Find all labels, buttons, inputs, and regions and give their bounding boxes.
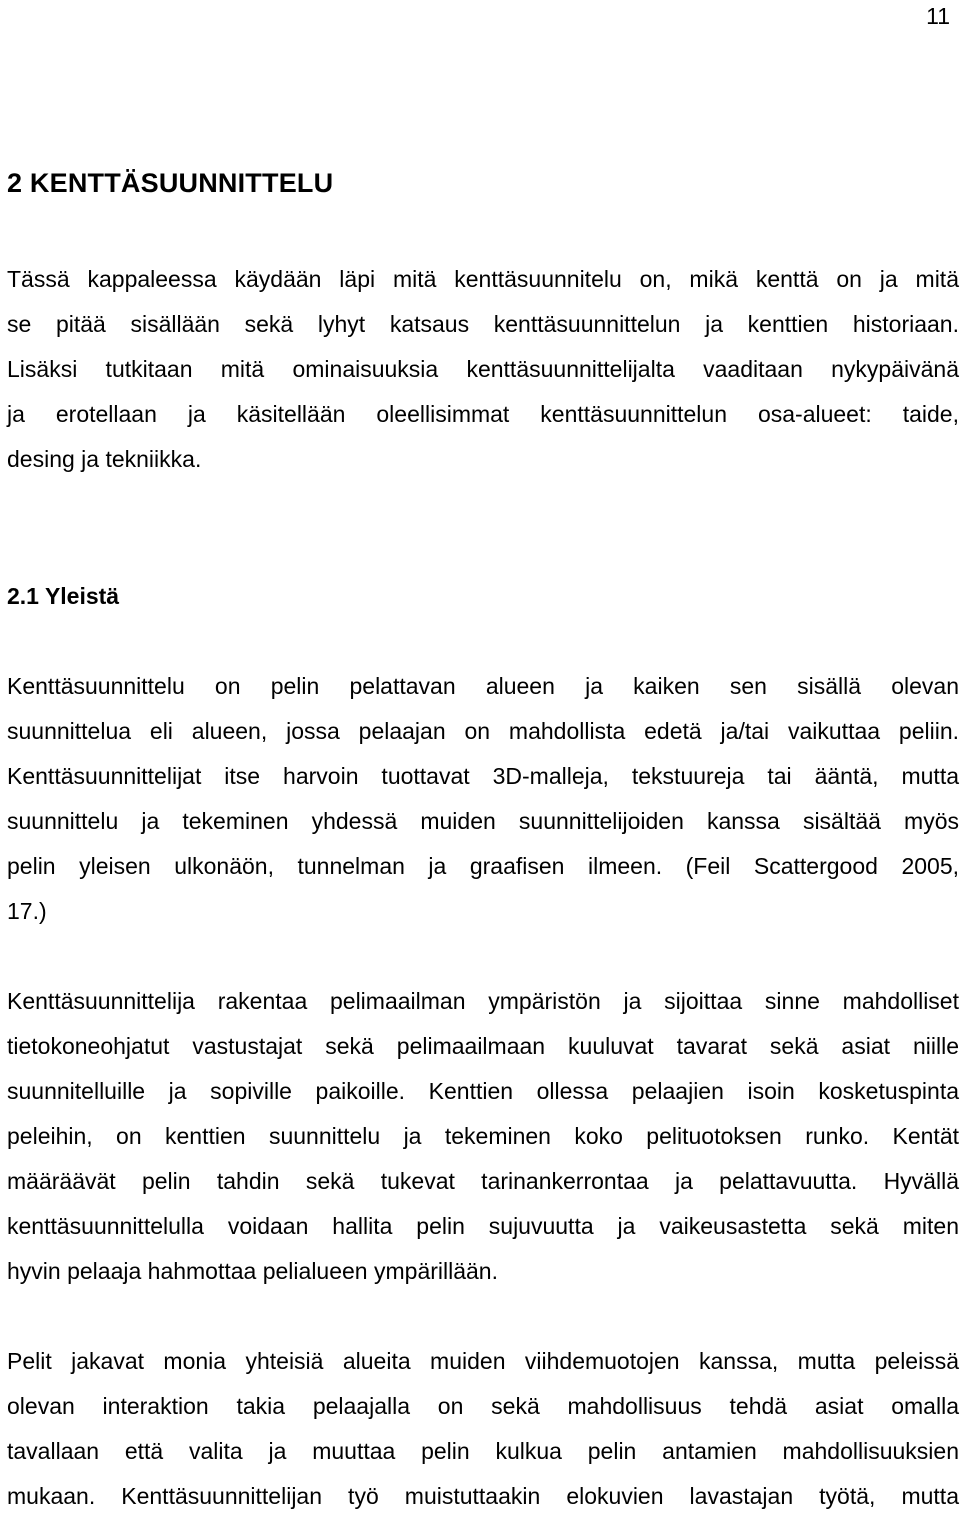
text-line: suunnittelua eli alueen, jossa pelaajan on mahdollista edetä ja/tai vaikuttaa peliin. <box>7 718 959 744</box>
text-line: pelin yleisen ulkonäön, tunnelman ja graafisen ilmeen. (Feil Scattergood 2005, <box>7 853 959 879</box>
text-line: olevan interaktion takia pelaajalla on sekä mahdollisuus tehdä asiat omalla <box>7 1393 959 1419</box>
paragraph-intro <box>7 257 959 482</box>
text-line: kenttäsuunnittelulla voidaan hallita pelin sujuvuutta ja vaikeusastetta sekä miten <box>7 1213 959 1239</box>
chapter-heading: 2 KENTTÄSUUNNITTELU <box>7 168 334 198</box>
text-line: Lisäksi tutkitaan mitä ominaisuuksia kenttäsuunnittelijalta vaaditaan nykypäivänä <box>7 356 959 382</box>
text-line: suunnittelu ja tekeminen yhdessä muiden suunnittelijoiden kanssa sisältää myös <box>7 808 959 834</box>
text-line: tavallaan että valita ja muuttaa pelin kulkua pelin antamien mahdollisuuksien <box>7 1438 959 1464</box>
text-line: tietokoneohjatut vastustajat sekä pelimaailmaan kuuluvat tavarat sekä asiat niille <box>7 1033 959 1059</box>
text-line: määräävät pelin tahdin sekä tukevat tarinankerrontaa ja pelattavuutta. Hyvällä <box>7 1168 959 1194</box>
text-line: suunnitelluille ja sopiville paikoille. Kenttien ollessa pelaajien isoin kosketuspinta <box>7 1078 959 1104</box>
section-heading: 2.1 Yleistä <box>7 583 120 609</box>
text-line: Pelit jakavat monia yhteisiä alueita muiden viihdemuotojen kanssa, mutta peleissä <box>7 1348 959 1374</box>
text-line: Kenttäsuunnittelu on pelin pelattavan alueen ja kaiken sen sisällä olevan <box>7 673 959 699</box>
text-line: se pitää sisällään sekä lyhyt katsaus kenttäsuunnittelun ja kenttien historiaan. <box>7 311 959 337</box>
text-line: hyvin pelaaja hahmottaa pelialueen ympärillään. <box>7 1258 498 1284</box>
paragraph-definition <box>7 664 959 934</box>
text-line: mukaan. Kenttäsuunnittelijan työ muistuttaakin elokuvien lavastajan työtä, mutta <box>7 1483 959 1509</box>
paragraph-role <box>7 979 959 1294</box>
text-line: Kenttäsuunnittelijat itse harvoin tuottavat 3D-malleja, tekstuureja tai ääntä, mutta <box>7 763 959 789</box>
page-number: 11 <box>926 3 950 29</box>
text-line: ja erotellaan ja käsitellään oleellisimmat kenttäsuunnittelun osa-alueet: taide, <box>7 401 959 427</box>
text-line: peleihin, on kenttien suunnittelu ja tekeminen koko pelituotoksen runko. Kentät <box>7 1123 959 1149</box>
text-line: Tässä kappaleessa käydään läpi mitä kenttäsuunnitelu on, mikä kenttä on ja mitä <box>7 266 959 292</box>
paragraph-interaction <box>7 1339 959 1519</box>
text-line: desing ja tekniikka. <box>7 446 202 472</box>
text-line: Kenttäsuunnittelija rakentaa pelimaailman ympäristön ja sijoittaa sinne mahdolliset <box>7 988 959 1014</box>
text-line: 17.) <box>7 898 47 924</box>
